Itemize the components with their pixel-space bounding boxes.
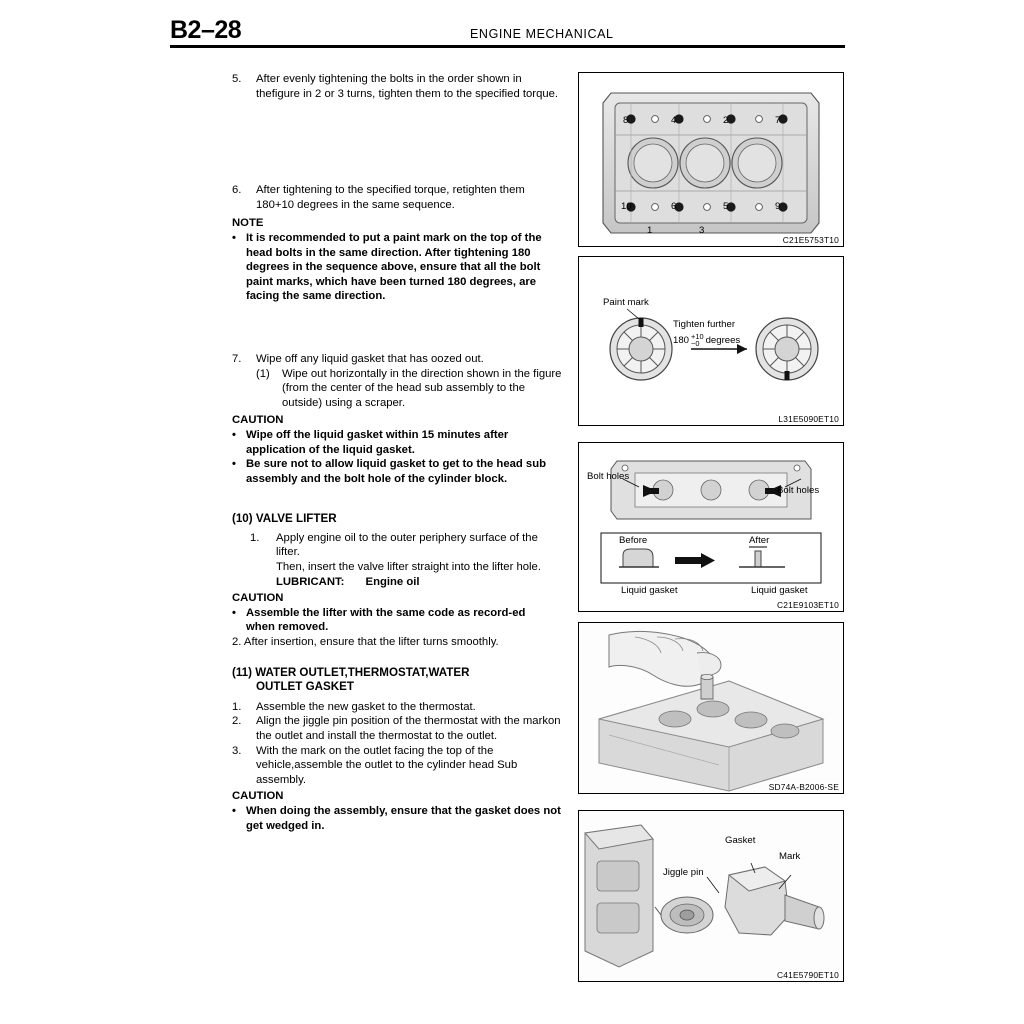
water-outlet-step-3-text: With the mark on the outlet facing the top of the vehicle,assemble the outlet to the cylinder head Sub assembly. — [256, 744, 518, 786]
figure-bolt-tightening-order — [578, 72, 844, 247]
figure-1-artwork — [579, 73, 843, 246]
valve-lifter-step-1-text: Apply engine oil to the outer periphery surface of the lifter. — [276, 531, 538, 559]
valve-lifter-step-1-text2: Then, insert the valve lifter straight into the lifter hole. — [276, 561, 541, 574]
valve-lifter-caution-bullet — [232, 606, 562, 635]
bullet-icon: • — [232, 428, 236, 441]
step-7-1-text: Wipe out horizontally in the direction shown in the figure (from the center of the head sub assembly to the outside) using a scraper. — [282, 367, 562, 409]
bolt-order-5: 5 — [723, 201, 729, 212]
bolt-order-1: 1 — [647, 225, 653, 236]
header-divider — [170, 45, 845, 48]
bullet-icon: • — [232, 606, 236, 619]
water-outlet-step-2 — [232, 714, 562, 743]
water-outlet-step-1-text: Assemble the new gasket to the thermostat. — [256, 700, 476, 713]
after-label: After — [749, 535, 770, 546]
valve-lifter-caution-text: Assemble the lifter with the same code as record-ed — [246, 606, 526, 619]
bolt-order-3: 3 — [699, 225, 705, 236]
angle-degrees: degrees — [705, 334, 741, 346]
liquid-gasket-right-label: Liquid gasket — [751, 585, 808, 596]
figure-1-code: C21E5753T10 — [782, 235, 839, 245]
page-number: B2–28 — [170, 16, 242, 44]
caution-1-bullet-1 — [232, 428, 562, 457]
water-outlet-step-1 — [232, 700, 562, 715]
figure-paint-mark — [578, 256, 844, 426]
water-outlet-step-2-number: 2. — [232, 715, 242, 728]
bolt-order-7: 7 — [775, 115, 781, 126]
lubricant-value: Engine oil — [365, 575, 420, 588]
valve-lifter-step-2: 2. After insertion, ensure that the lifter turns smoothly. — [232, 636, 499, 649]
caution-label-1: CAUTION — [232, 414, 284, 427]
tighten-angle-label — [673, 333, 740, 348]
step-7-text: Wipe off any liquid gasket that has oozed out. — [256, 352, 484, 365]
bolt-order-8: 8 — [623, 115, 629, 126]
step-5-number: 5. — [232, 73, 242, 85]
step-6-number: 6. — [232, 184, 242, 197]
step-6-text: After tightening to the specified torque, retighten them 180+10 degrees in the same sequence. — [256, 184, 525, 211]
figure-2-code: L31E5090ET10 — [778, 414, 839, 424]
bullet-icon: • — [232, 231, 236, 244]
note-bullet-text: It is recommended to put a paint mark on the top of the head bolts in the same direction. After tightening 180 degrees in the sequence above, ensure that all the bolt paint marks, which have been turned 180 degrees, are facing the same direction. — [246, 231, 542, 303]
bullet-icon: • — [232, 458, 236, 471]
note-bullet — [232, 231, 562, 304]
tighten-further-label: Tighten further — [673, 319, 736, 330]
bolt-order-2: 2 — [723, 115, 729, 126]
gasket-label: Gasket — [725, 835, 756, 846]
body-text-column — [232, 72, 562, 833]
mark-label: Mark — [779, 851, 801, 862]
section-heading-water-outlet-2: OUTLET GASKET — [256, 680, 354, 694]
header-title: ENGINE MECHANICAL — [470, 27, 614, 41]
figure-5-code: C41E5790ET10 — [777, 970, 839, 980]
step-7-1-number: (1) — [256, 367, 270, 380]
angle-sup: +10 — [691, 332, 704, 341]
caution-label-3: CAUTION — [232, 790, 284, 803]
valve-lifter-caution-text2: when removed. — [246, 621, 329, 634]
valve-lifter-step-1 — [250, 531, 562, 589]
step-5 — [232, 72, 562, 101]
water-outlet-step-2-text: Align the jiggle pin position of the thermostat with the markon the outlet and install the thermostat to the outlet. — [256, 715, 561, 742]
bolt-order-9: 9 — [775, 201, 781, 212]
note-label: NOTE — [232, 217, 264, 230]
figure-thermostat-water-outlet — [578, 810, 844, 982]
thermostat-assembly-diagram — [579, 811, 843, 981]
section-heading-water-outlet-1: (11) WATER OUTLET,THERMOSTAT,WATER — [232, 665, 470, 679]
water-outlet-step-3 — [232, 744, 562, 788]
water-outlet-caution-text: When doing the assembly, ensure that the gasket does not get wedged in. — [246, 804, 561, 832]
step-7-1 — [256, 367, 562, 411]
before-label: Before — [619, 535, 648, 546]
step-7-number: 7. — [232, 352, 242, 365]
bullet-icon: • — [232, 804, 236, 817]
cylinder-head-diagram — [579, 73, 843, 246]
figure-valve-lifter-insertion — [578, 622, 844, 794]
paint-mark-label: Paint mark — [603, 297, 649, 308]
angle-value: 180 — [673, 334, 690, 346]
jiggle-pin-label: Jiggle pin — [663, 867, 704, 878]
caution-1-bullet-2-text: Be sure not to allow liquid gasket to get to the head sub assembly and the bolt hole of the cylinder block. — [246, 458, 547, 485]
bolt-holes-left-label: Bolt holes — [587, 471, 630, 482]
caution-1-bullet-1-text: Wipe off the liquid gasket within 15 minutes after application of the liquid gasket. — [246, 428, 509, 456]
figure-4-artwork — [579, 623, 843, 793]
water-outlet-step-3-number: 3. — [232, 744, 242, 757]
bolt-order-4: 4 — [671, 115, 677, 126]
figure-liquid-gasket — [578, 442, 844, 612]
figure-5-artwork — [579, 811, 843, 981]
bolt-holes-right-label: Bolt holes — [777, 485, 820, 496]
angle-sub: −0 — [691, 339, 700, 349]
bolt-order-6: 6 — [671, 201, 677, 212]
water-outlet-caution-bullet — [232, 804, 562, 833]
step-7 — [232, 352, 562, 367]
lubricant-row — [276, 575, 562, 590]
valve-lifter-step-1-number: 1. — [250, 531, 260, 544]
lubricant-label: LUBRICANT: — [276, 575, 345, 588]
section-heading-valve-lifter: (10) VALVE LIFTER — [232, 512, 337, 526]
water-outlet-step-1-number: 1. — [232, 700, 242, 713]
liquid-gasket-left-label: Liquid gasket — [621, 585, 678, 596]
figure-4-code: SD74A-B2006-SE — [768, 782, 839, 792]
hand-and-cylinder-head-photo — [579, 623, 843, 793]
bolt-order-10: 10 — [621, 201, 632, 212]
caution-label-2: CAUTION — [232, 592, 284, 605]
step-6 — [232, 183, 562, 212]
caution-1-bullet-2 — [232, 457, 562, 486]
figure-3-code: C21E9103ET10 — [777, 600, 839, 610]
step-5-text: After evenly tightening the bolts in the order shown in thefigure in 2 or 3 turns, tighten them to the specified torque. — [256, 73, 559, 100]
